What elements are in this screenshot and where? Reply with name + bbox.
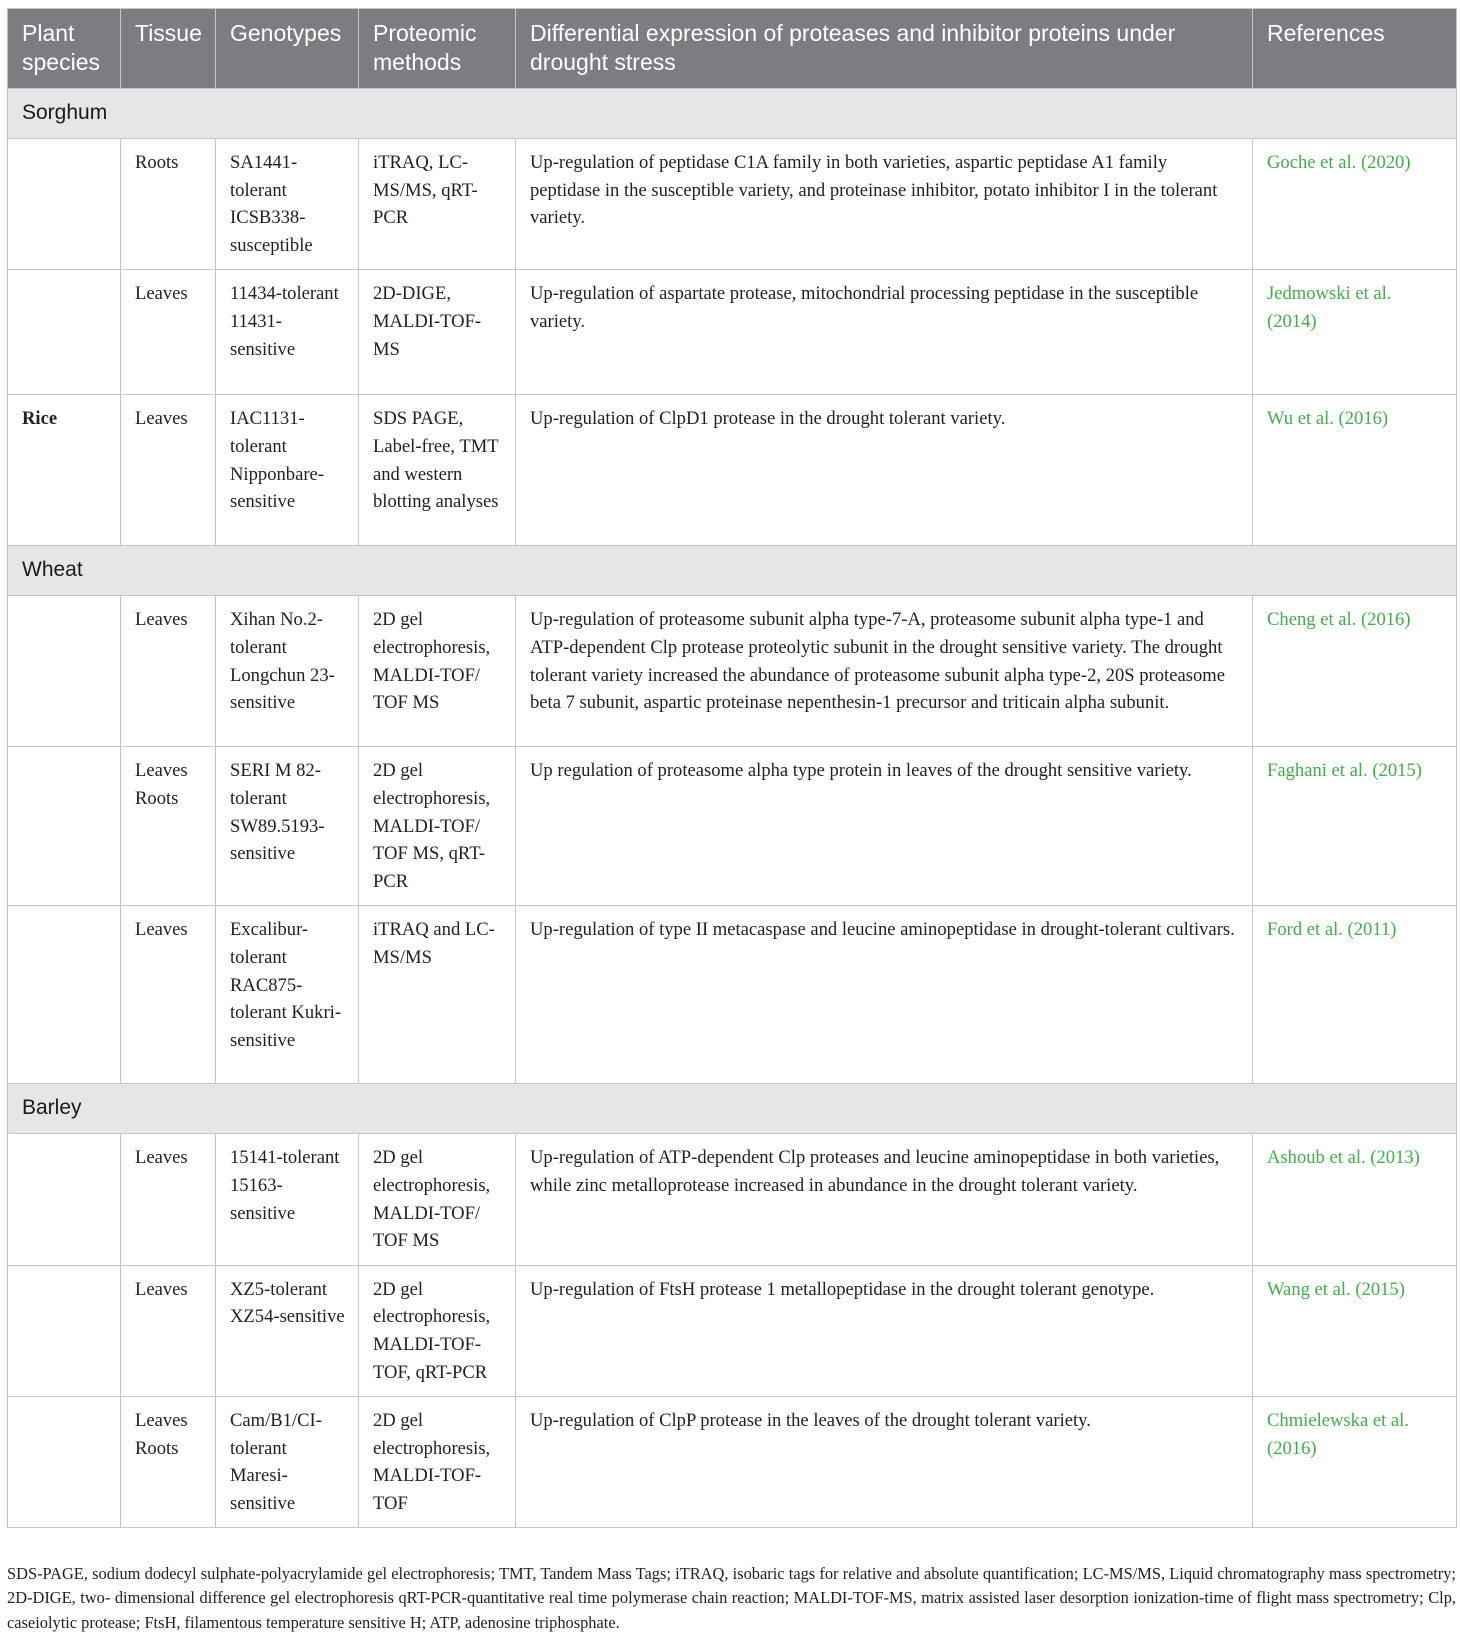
- table-container: [7, 8, 1456, 1528]
- header-differential-expression: Differential expression of proteases and inhibitor proteins under drought stress: [516, 9, 1253, 89]
- header-proteomic-methods: Proteomic methods: [359, 9, 516, 89]
- header-plant-species: Plant species: [8, 9, 121, 89]
- table-row: [8, 139, 1457, 270]
- cell-reference-link[interactable]: Faghani et al. (2015): [1253, 747, 1457, 906]
- cell-methods: 2D gel electrophoresis, MALDI-TOF/ TOF MS: [359, 596, 516, 747]
- cell-tissue: Leaves Roots: [121, 1397, 216, 1528]
- cell-species: [8, 270, 121, 395]
- cell-expression: Up-regulation of ATP-dependent Clp proteases and leucine aminopeptidase in both varieties, while zinc metalloprotease increased in abundance in the drought tolerant variety.: [516, 1134, 1253, 1265]
- cell-reference-link[interactable]: Wu et al. (2016): [1253, 395, 1457, 546]
- cell-genotypes: SA1441-tolerant ICSB338-susceptible: [216, 139, 359, 270]
- cell-genotypes: IAC1131-tolerant Nipponbare-sensitive: [216, 395, 359, 546]
- cell-reference-link[interactable]: Goche et al. (2020): [1253, 139, 1457, 270]
- group-label-sorghum: Sorghum: [8, 89, 1457, 139]
- cell-tissue: Leaves: [121, 596, 216, 747]
- cell-species: [8, 1265, 121, 1396]
- cell-species: [8, 747, 121, 906]
- cell-reference-link[interactable]: Ashoub et al. (2013): [1253, 1134, 1457, 1265]
- table-row: [8, 906, 1457, 1084]
- cell-tissue: Leaves: [121, 1134, 216, 1265]
- cell-methods: 2D gel electrophoresis, MALDI-TOF/ TOF MS: [359, 1134, 516, 1265]
- cell-tissue: Leaves Roots: [121, 747, 216, 906]
- cell-reference-link[interactable]: Wang et al. (2015): [1253, 1265, 1457, 1396]
- header-references: References: [1253, 9, 1457, 89]
- cell-reference-link[interactable]: Cheng et al. (2016): [1253, 596, 1457, 747]
- cell-genotypes: 11434-tolerant 11431-sensitive: [216, 270, 359, 395]
- table-row: [8, 596, 1457, 747]
- header-row: [8, 9, 1457, 89]
- cell-expression: Up-regulation of aspartate protease, mitochondrial processing peptidase in the susceptible variety.: [516, 270, 1253, 395]
- cell-expression: Up-regulation of FtsH protease 1 metallopeptidase in the drought tolerant genotype.: [516, 1265, 1253, 1396]
- header-tissue: Tissue: [121, 9, 216, 89]
- table-row: [8, 1265, 1457, 1396]
- cell-genotypes: XZ5-tolerant XZ54-sensitive: [216, 1265, 359, 1396]
- cell-tissue: Leaves: [121, 906, 216, 1084]
- cell-tissue: Leaves: [121, 1265, 216, 1396]
- table-row: [8, 395, 1457, 546]
- cell-reference-link[interactable]: Jedmowski et al. (2014): [1253, 270, 1457, 395]
- cell-species: [8, 1134, 121, 1265]
- cell-genotypes: Xihan No.2-tolerant Longchun 23-sensitive: [216, 596, 359, 747]
- cell-expression: Up-regulation of type II metacaspase and leucine aminopeptidase in drought-tolerant cultivars.: [516, 906, 1253, 1084]
- cell-reference-link[interactable]: Ford et al. (2011): [1253, 906, 1457, 1084]
- table-row: [8, 1397, 1457, 1528]
- cell-genotypes: SERI M 82-tolerant SW89.5193-sensitive: [216, 747, 359, 906]
- cell-species: [8, 906, 121, 1084]
- cell-genotypes: 15141-tolerant 15163-sensitive: [216, 1134, 359, 1265]
- cell-methods: 2D gel electrophoresis, MALDI-TOF-TOF: [359, 1397, 516, 1528]
- cell-expression: Up-regulation of peptidase C1A family in both varieties, aspartic peptidase A1 family peptidase in the susceptible variety, and proteinase inhibitor, potato inhibitor I in the tolerant variety.: [516, 139, 1253, 270]
- cell-expression: Up-regulation of ClpP protease in the leaves of the drought tolerant variety.: [516, 1397, 1253, 1528]
- cell-expression: Up-regulation of proteasome subunit alpha type-7-A, proteasome subunit alpha type-1 and ATP-dependent Clp protease proteolytic subunit in the drought sensitive variety. The drought tolerant variety increased the abundance of proteasome subunit alpha type-2, 20S proteasome beta 7 subunit, aspartic proteinase nepenthesin-1 precursor and triticain alpha subunit.: [516, 596, 1253, 747]
- table-footnote: SDS-PAGE, sodium dodecyl sulphate-polyacrylamide gel electrophoresis; TMT, Tandem Mass Tags; iTRAQ, isobaric tags for relative and absolute quantification; LC-MS/MS, Liquid chromatography mass spectrometry; 2D-DIGE, two- dimensional difference gel electrophoresis qRT-PCR-quantitative real time polymerase chain reaction; MALDI-TOF-MS, matrix assisted laser desorption ionization-time of flight mass spectrometry; Clp, caseiolytic protease; FtsH, filamentous temperature sensitive H; ATP, adenosine triphosphate.: [7, 1564, 1456, 1632]
- cell-expression: Up-regulation of ClpD1 protease in the drought tolerant variety.: [516, 395, 1253, 546]
- cell-methods: 2D-DIGE, MALDI-TOF-MS: [359, 270, 516, 395]
- cell-methods: SDS PAGE, Label-free, TMT and western blotting analyses: [359, 395, 516, 546]
- cell-genotypes: Excalibur-tolerant RAC875-tolerant Kukri-sensitive: [216, 906, 359, 1084]
- cell-species: [8, 139, 121, 270]
- cell-methods: iTRAQ and LC-MS/MS: [359, 906, 516, 1084]
- cell-methods: iTRAQ, LC-MS/MS, qRT-PCR: [359, 139, 516, 270]
- group-label-barley: Barley: [8, 1084, 1457, 1134]
- cell-tissue: Leaves: [121, 395, 216, 546]
- header-genotypes: Genotypes: [216, 9, 359, 89]
- proteomics-table: [7, 8, 1457, 1528]
- cell-reference-link[interactable]: Chmielewska et al. (2016): [1253, 1397, 1457, 1528]
- cell-genotypes: Cam/B1/CI-tolerant Maresi-sensitive: [216, 1397, 359, 1528]
- cell-methods: 2D gel electrophoresis, MALDI-TOF-TOF, qRT-PCR: [359, 1265, 516, 1396]
- cell-species: [8, 1397, 121, 1528]
- cell-species: Rice: [8, 395, 121, 546]
- group-row: [8, 546, 1457, 596]
- group-row: [8, 1084, 1457, 1134]
- group-label-wheat: Wheat: [8, 546, 1457, 596]
- group-row: [8, 89, 1457, 139]
- table-row: [8, 1134, 1457, 1265]
- cell-tissue: Roots: [121, 139, 216, 270]
- cell-methods: 2D gel electrophoresis, MALDI-TOF/ TOF MS, qRT-PCR: [359, 747, 516, 906]
- cell-tissue: Leaves: [121, 270, 216, 395]
- cell-species: [8, 596, 121, 747]
- table-row: [8, 270, 1457, 395]
- cell-expression: Up regulation of proteasome alpha type protein in leaves of the drought sensitive variety.: [516, 747, 1253, 906]
- table-row: [8, 747, 1457, 906]
